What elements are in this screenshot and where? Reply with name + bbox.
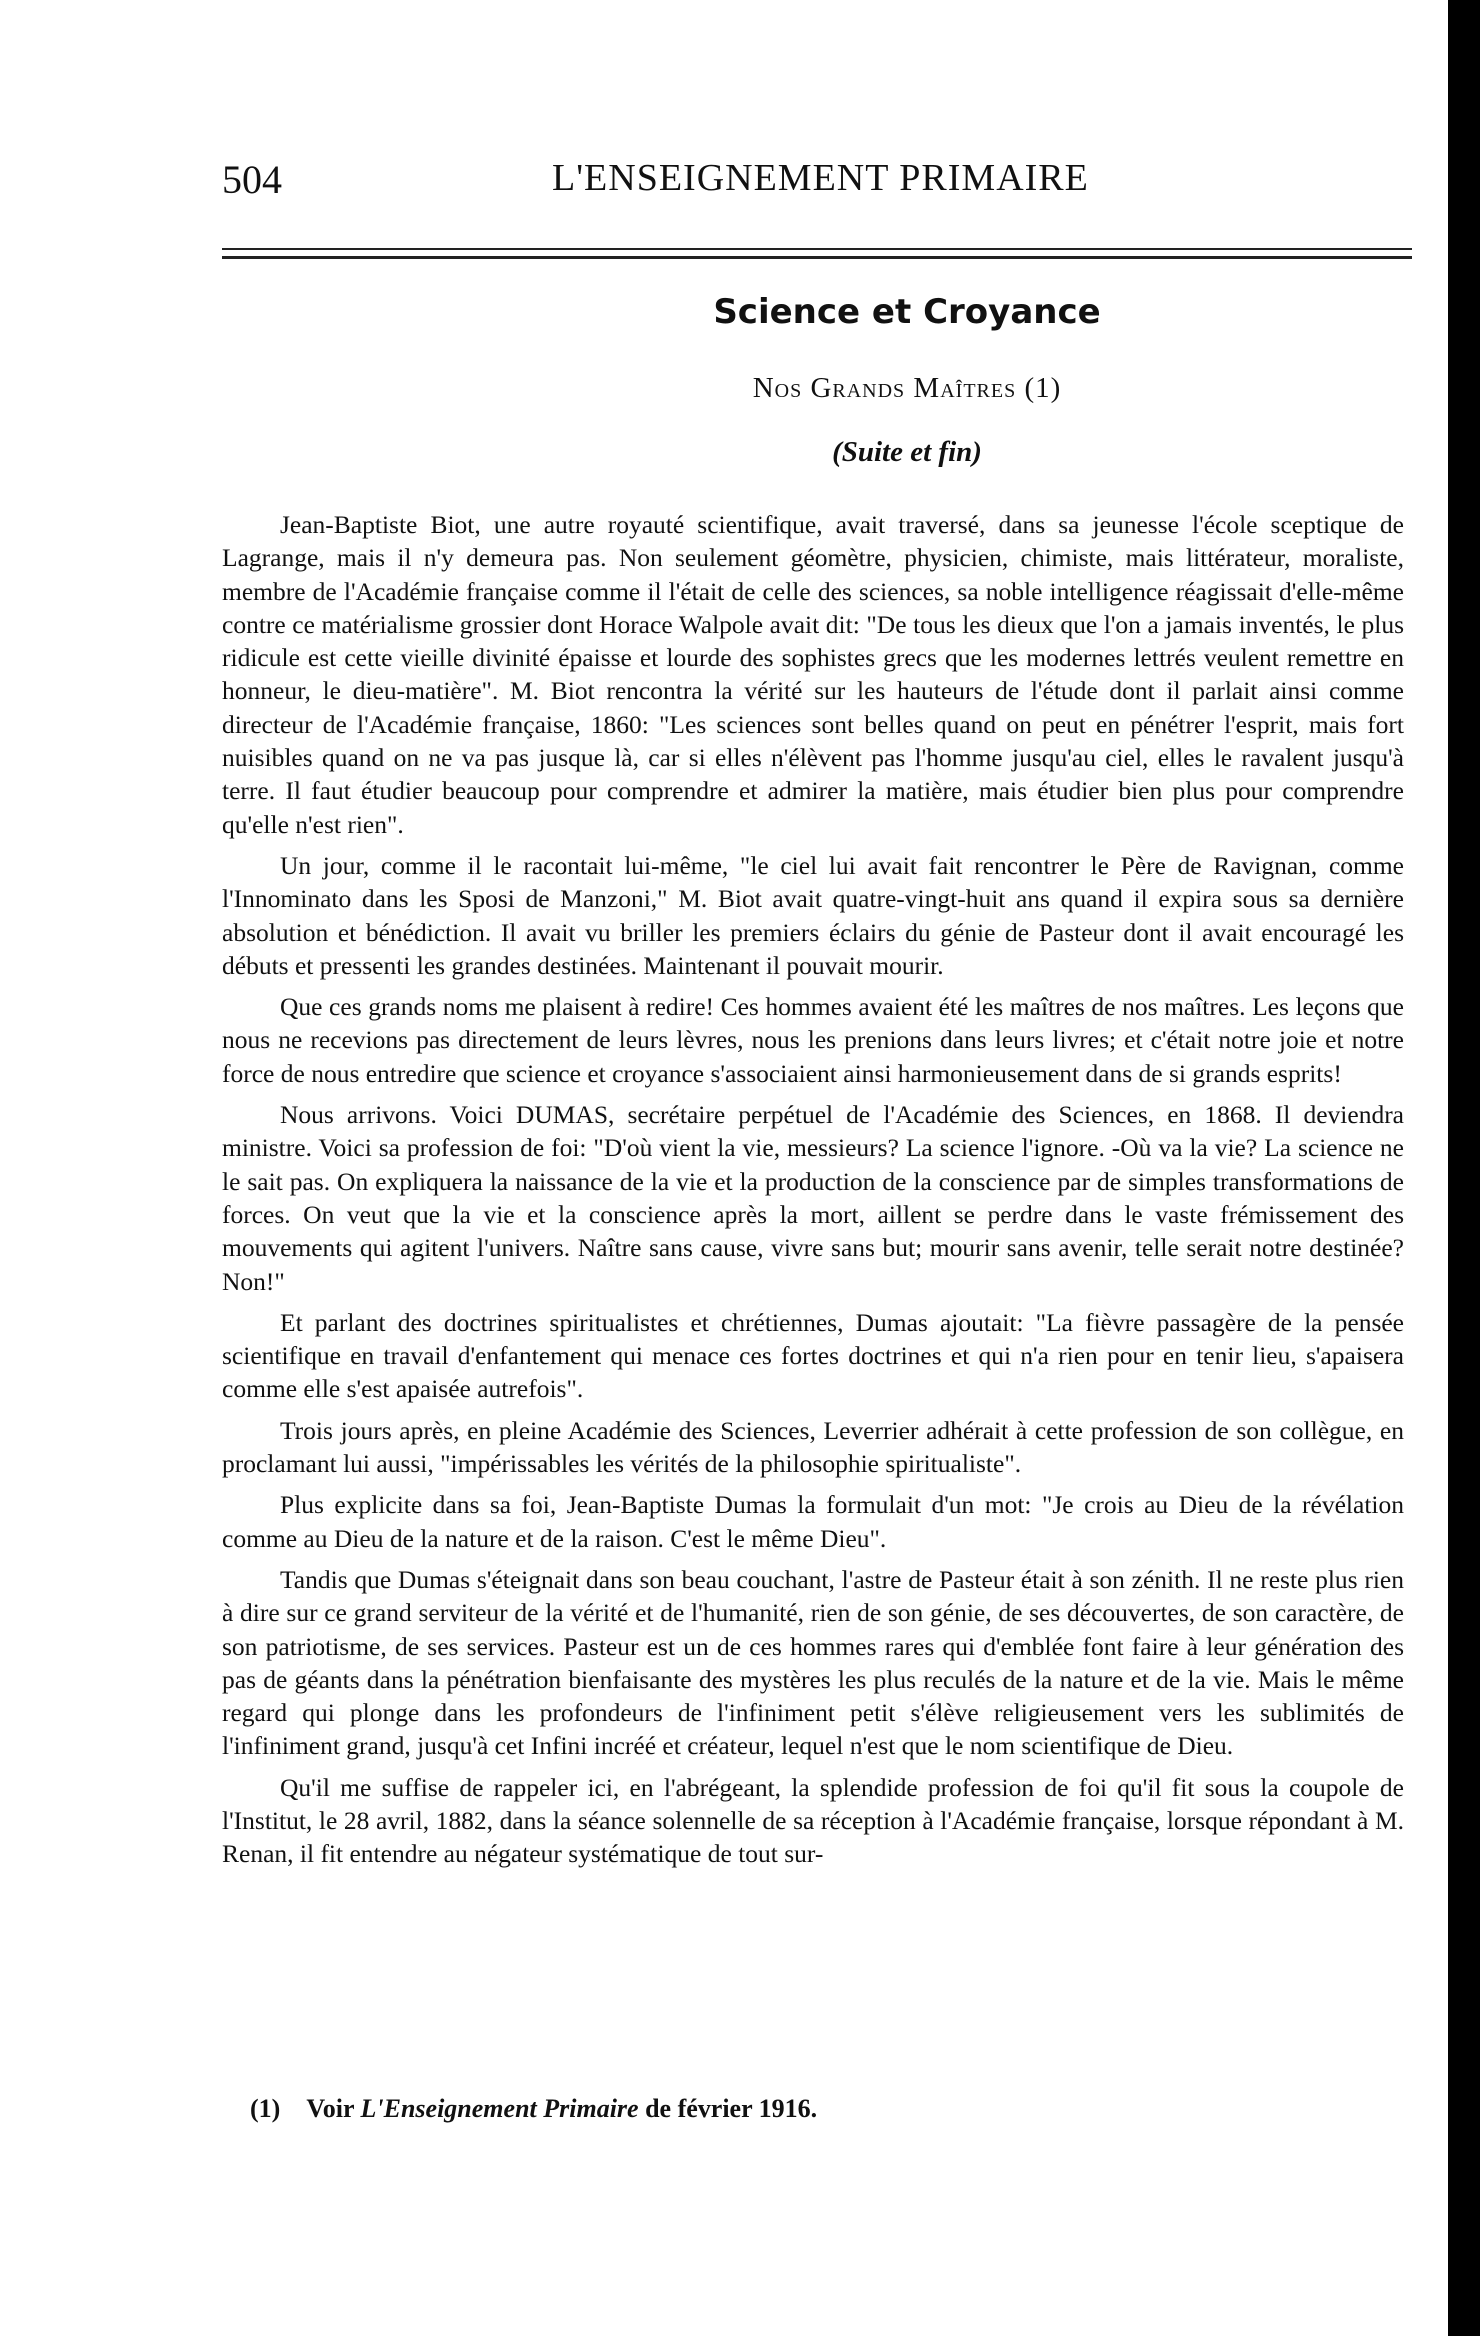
footnote-title: L'Enseignement Primaire (360, 2094, 639, 2123)
continuation-note: (Suite et fin) (832, 436, 982, 468)
article-subtitle: Nos Grands Maîtres (1) (752, 372, 1062, 404)
paragraph: Qu'il me suffise de rappeler ici, en l'abrégeant, la splendide profession de foi qu'il fit sous la coupole de l'Institut, le 28 avril, 1882, dans la séance solennelle de sa réception à l'Académie française, lorsque répondant à M. Renan, il fit entendre au négateur systématique de tout sur- (222, 1772, 1404, 1869)
running-head (222, 156, 1402, 206)
paragraph: Et parlant des doctrines spiritualistes et chrétiennes, Dumas ajoutait: "La fièvre passagère de la pensée scientifique en travail d'enfantement qui menace ces fortes doctrines et qui n'a rien pour en tenir lieu, s'apaisera comme elle s'est apaisée autrefois". (222, 1307, 1404, 1404)
paragraph: Jean-Baptiste Biot, une autre royauté scientifique, avait traversé, dans sa jeunesse l'école sceptique de Lagrange, mais il n'y demeura pas. Non seulement géomètre, physicien, chimiste, mais littérateur, moraliste, membre de l'Académie française comme il l'était de celle des sciences, sa noble intelligence réagissait d'elle-même contre ce matérialisme grossier dont Horace Walpole avait dit: "De tous les dieux que l'on a jamais inventés, le plus ridicule est cette vieille divinité épaisse et lourde des sophistes grecs que les modernes lettrés veulent remettre en honneur, le dieu-matière". M. Biot rencontra la vérité sur les hauteurs de l'étude dont il parlait ainsi comme directeur de l'Académie française, 1860: "Les sciences sont belles quand on peut en pénétrer l'esprit, mais fort nuisibles quand on ne va pas jusque là, car si elles n'élèvent pas l'homme jusqu'au ciel, elles le ravalent jusqu'à terre. Il faut étudier beaucoup pour comprendre et admirer la matière, mais étudier bien plus pour comprendre qu'elle n'est rien". (222, 510, 1404, 839)
paragraph: Que ces grands noms me plaisent à redire! Ces hommes avaient été les maîtres de nos maîtres. Les leçons que nous ne recevions pas directement de leurs lèvres, nous les prenions dans leurs livres; et c'était notre joie et notre force de nous entredire que science et croyance s'associaient ainsi harmonieusement dans de si grands esprits! (222, 992, 1404, 1088)
running-title: L'ENSEIGNEMENT PRIMAIRE (552, 157, 1089, 199)
paragraph: Trois jours après, en pleine Académie des Sciences, Leverrier adhérait à cette profession de son collègue, en proclamant lui aussi, "impérissables les vérités de la philosophie spiritualiste". (222, 1415, 1404, 1479)
article-body (222, 508, 1404, 1879)
paragraph: Tandis que Dumas s'éteignait dans son beau couchant, l'astre de Pasteur était à son zénith. Il ne reste plus rien à dire sur ce grand serviteur de la vérité et de l'humanité, rien de son génie, de ses découvertes, de son caractère, de son patriotisme, de ses services. Pasteur est un de ces hommes rares qui d'emblée font faire à leur génération des pas de géants dans la pénétration bienfaisante des mystères les plus reculés de la nature et de la vie. Mais le même regard qui plonge dans les profondeurs de l'infiniment petit s'élève religieusement vers les sublimités de l'infiniment grand, jusqu'à cet Infini incréé et créateur, lequel n'est que le nom scientifique de Dieu. (222, 1564, 1404, 1761)
footnote-text-before: Voir (306, 2094, 355, 2123)
paragraph: Nous arrivons. Voici DUMAS, secrétaire perpétuel de l'Académie des Sciences, en 1868. Il deviendra ministre. Voici sa profession de foi: "D'où vient la vie, messieurs? La science l'ignore. -Où va la vie? La science ne le sait pas. On expliquera la naissance de la vie et la production de la conscience par de simples transformations de forces. On veut que la vie et la conscience après la mort, aillent se perdre dans le vaste frémissement des mouvements qui agitent l'univers. Naître sans cause, vivre sans but; mourir sans avenir, telle serait notre destinée? Non!" (222, 1100, 1404, 1296)
header-rule-thick (222, 256, 1412, 259)
paragraph: Un jour, comme il le racontait lui-même, "le ciel lui avait fait rencontrer le Père de Ravignan, comme l'Innominato dans les Sposi de Manzoni," M. Biot avait quatre-vingt-huit ans quand il expira sous sa dernière absolution et bénédiction. Il avait vu briller les premiers éclairs du génie de Pasteur dont il avait encouragé les débuts et pressenti les grandes destinées. Maintenant il pouvait mourir. (222, 850, 1404, 980)
page-number: 504 (222, 157, 282, 202)
article-title: Science et Croyance (713, 292, 1101, 332)
footnote-ref: (1) (250, 2094, 281, 2123)
scan-border (1448, 0, 1480, 2336)
paragraph: Plus explicite dans sa foi, Jean-Baptiste Dumas la formulait d'un mot: "Je crois au Dieu de la révélation comme au Dieu de la nature et de la raison. C'est le même Dieu". (222, 1490, 1404, 1553)
footnote-text-after: de février 1916. (645, 2094, 818, 2123)
footnote (250, 2094, 1350, 2124)
header-rule-thin (222, 248, 1412, 250)
